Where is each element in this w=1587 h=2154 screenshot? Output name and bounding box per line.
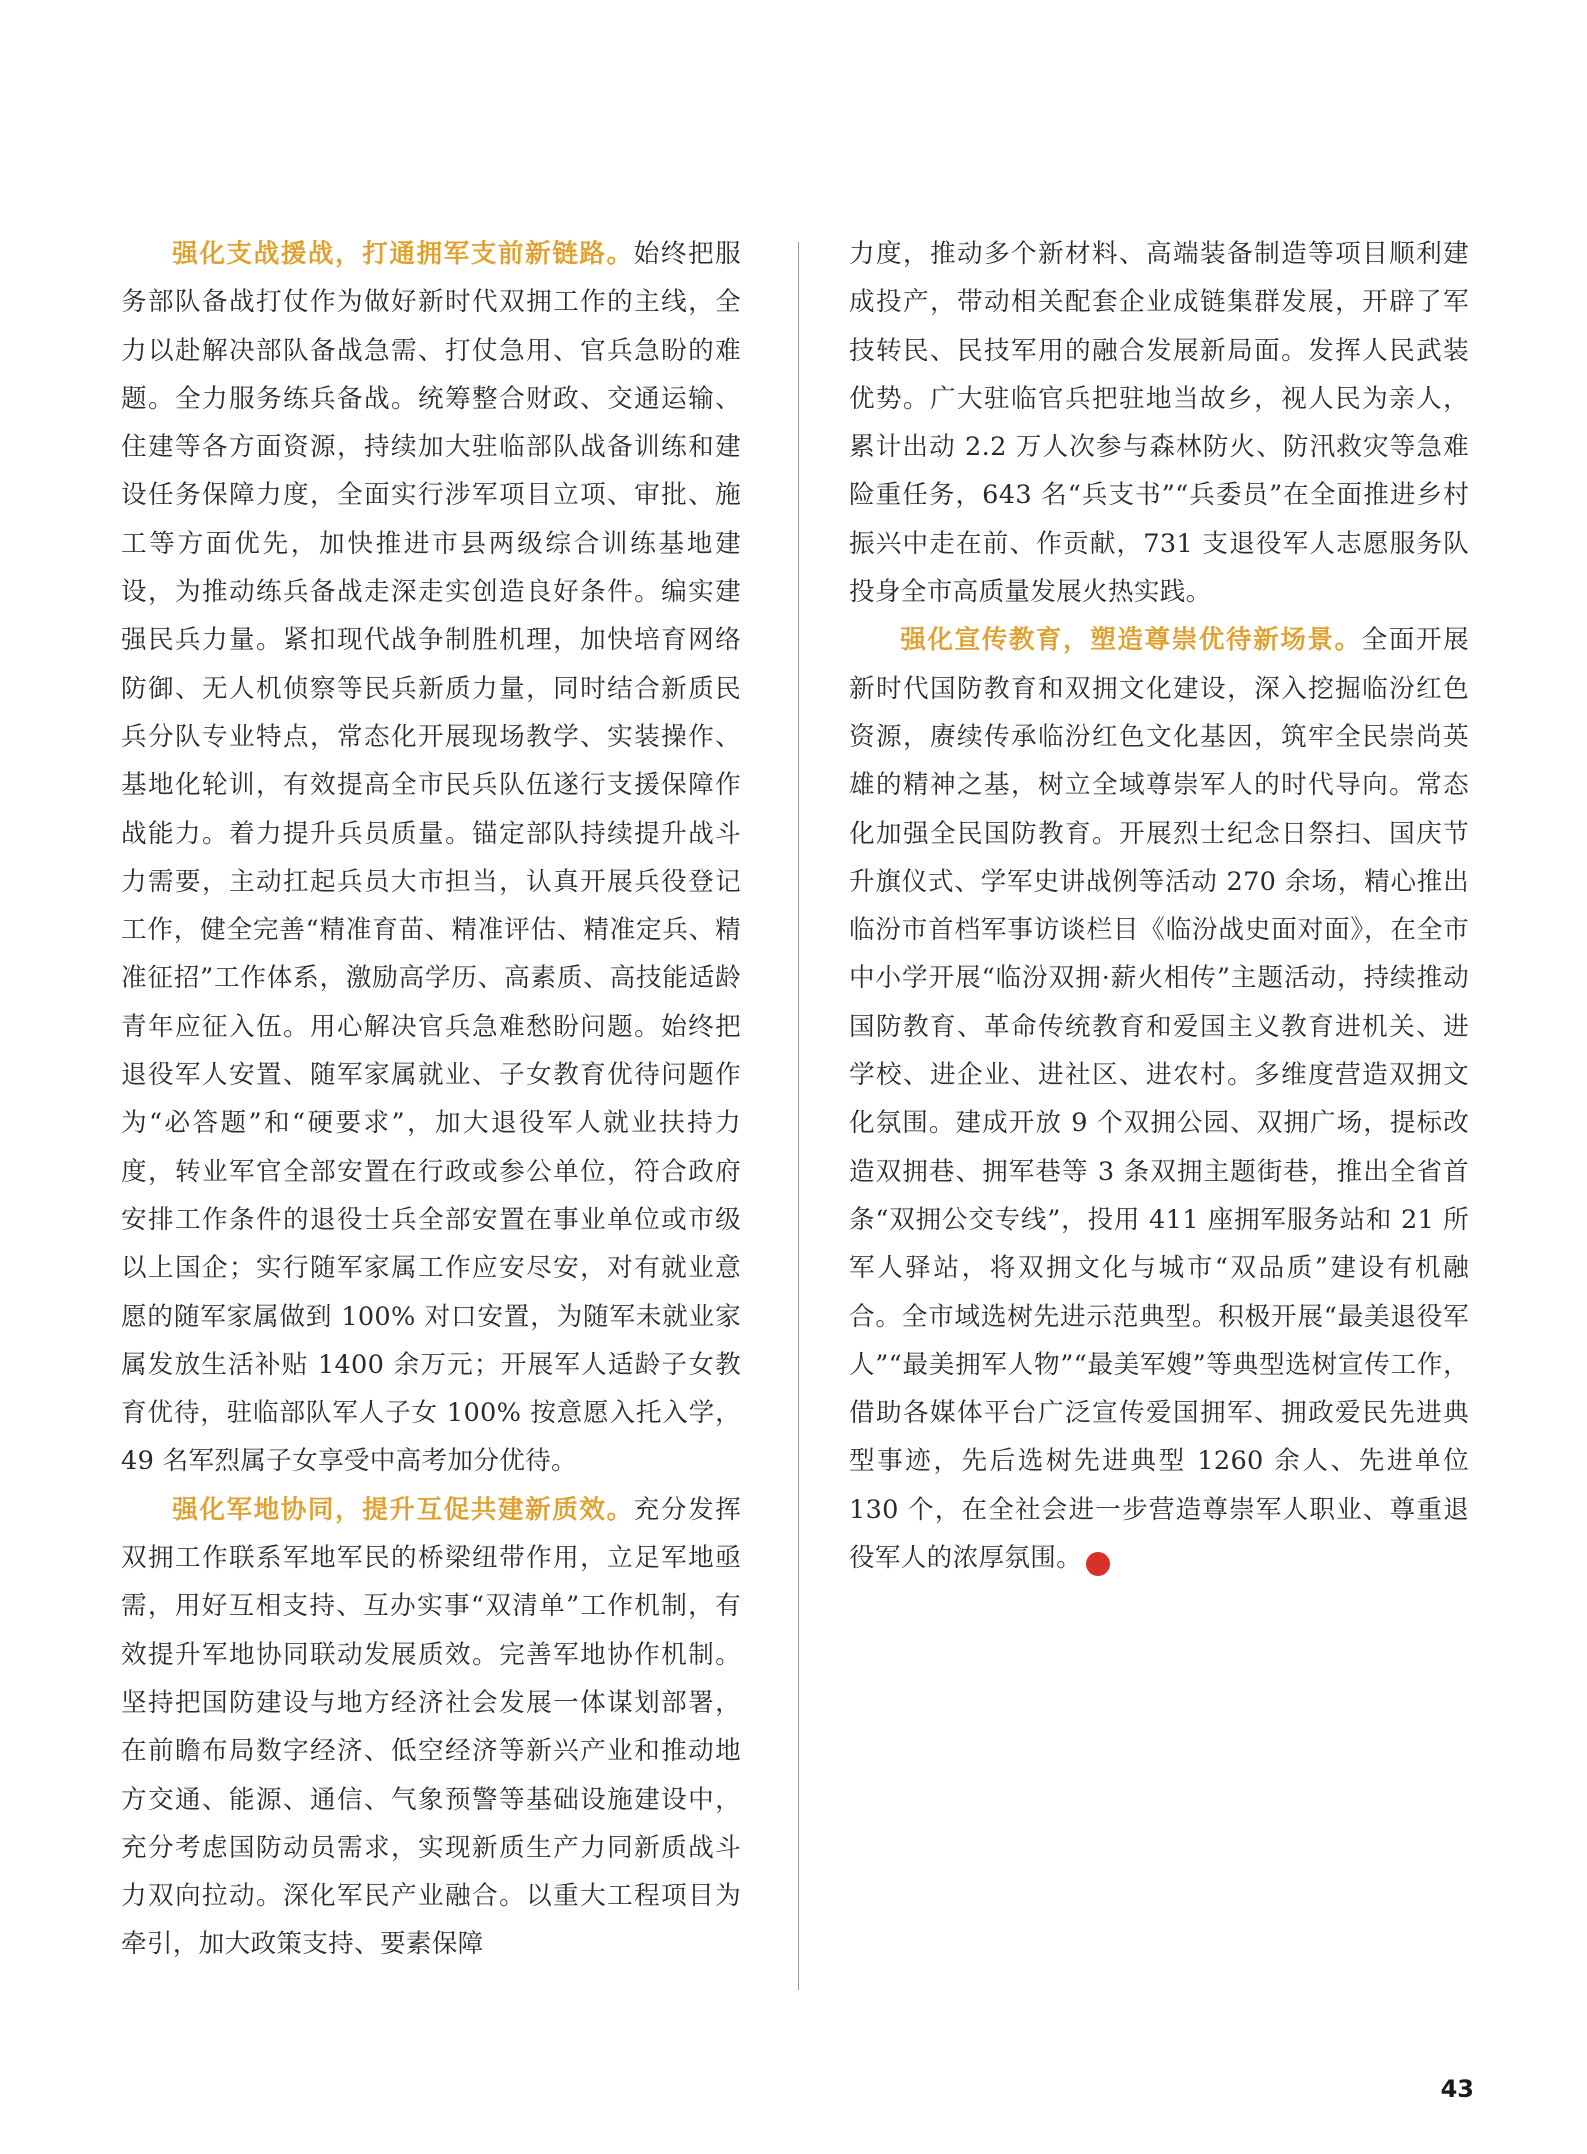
paragraph-support-combat xyxy=(121,230,741,1486)
paragraph-continued xyxy=(849,230,1469,616)
paragraph-military-civil-coordination xyxy=(121,1486,741,1969)
paragraph-body: 始终把服务部队备战打仗作为做好新时代双拥工作的主线，全力以赴解决部队备战急需、打仗急用、官兵急盼的难题。全力服务练兵备战。统筹整合财政、交通运输、住建等各方面资源，持续加大驻临部队战备训练和建设任务保障力度，全面实行涉军项目立项、审批、施工等方面优先，加快推进市县两级综合训练基地建设，为推动练兵备战走深走实创造良好条件。编实建强民兵力量。紧扣现代战争制胜机理，加快培育网络防御、无人机侦察等民兵新质力量，同时结合新质民兵分队专业特点，常态化开展现场教学、实装操作、基地化轮训，有效提高全市民兵队伍遂行支援保障作战能力。着力提升兵员质量。锚定部队持续提升战斗力需要，主动扛起兵员大市担当，认真开展兵役登记工作，健全完善“精准育苗、精准评估、精准定兵、精准征招”工作体系，激励高学历、高素质、高技能适龄青年应征入伍。用心解决官兵急难愁盼问题。始终把退役军人安置、随军家属就业、子女教育优待问题作为“必答题”和“硬要求”，加大退役军人就业扶持力度，转业军官全部安置在行政或参公单位，符合政府安排工作条件的退役士兵全部安置在事业单位或市级以上国企；实行随军家属工作应安尽安，对有就业意愿的随军家属做到 100% 对口安置，为随军未就业家属发放生活补贴 1400 余万元；开展军人适龄子女教育优待，驻临部队军人子女 100% 按意愿入托入学，49 名军烈属子女享受中高考加分优待。 xyxy=(121,239,742,1477)
article-end-icon: N xyxy=(1086,1552,1110,1576)
right-column xyxy=(849,230,1469,1582)
paragraph-lead-heading: 强化军地协同，提升互促共建新质效。 xyxy=(172,1494,634,1525)
paragraph-lead-heading: 强化支战援战，打通拥军支前新链路。 xyxy=(172,239,634,269)
left-column xyxy=(121,230,741,1969)
paragraph-body: 全面开展新时代国防教育和双拥文化建设，深入挖掘临汾红色资源，赓续传承临汾红色文化基因，筑牢全民崇尚英雄的精神之基，树立全域尊崇军人的时代导向。常态化加强全民国防教育。开展烈士纪念日祭扫、国庆节升旗仪式、学军史讲战例等活动 270 余场，精心推出临汾市首档军事访谈栏目《临汾战史面对面》，在全市中小学开展“临汾双拥·薪火相传”主题活动，持续推动国防教育、革命传统教育和爱国主义教育进机关、进学校、进企业、进社区、进农村。多维度营造双拥文化氛围。建成开放 9 个双拥公园、双拥广场，提标改造双拥巷、拥军巷等 3 条双拥主题街巷，推出全省首条“双拥公交专线”，投用 411 座拥军服务站和 21 所军人驿站，将双拥文化与城市“双品质”建设有机融合。全市域选树先进示范典型。积极开展“最美退役军人”“最美拥军人物”“最美军嫂”等典型选树宣传工作，借助各媒体平台广泛宣传爱国拥军、拥政爱民先进典型事迹，先后选树先进典型 1260 余人、先进单位 130 个，在全社会进一步营造尊崇军人职业、尊重退役军人的浓厚氛围。 xyxy=(849,625,1470,1574)
column-divider xyxy=(798,242,799,1990)
paragraph-publicity-education xyxy=(849,616,1469,1582)
paragraph-body: 充分发挥双拥工作联系军地军民的桥梁纽带作用，立足军地亟需，用好互相支持、互办实事“双清单”工作机制，有效提升军地协同联动发展质效。完善军地协作机制。坚持把国防建设与地方经济社会发展一体谋划部署，在前瞻布局数字经济、低空经济等新兴产业和推动地方交通、能源、通信、气象预警等基础设施建设中，充分考虑国防动员需求，实现新质生产力同新质战斗力双向拉动。深化军民产业融合。以重大工程项目为牵引，加大政策支持、要素保障 xyxy=(121,1494,742,1960)
paragraph-body: 力度，推动多个新材料、高端装备制造等项目顺利建成投产，带动相关配套企业成链集群发展，开辟了军技转民、民技军用的融合发展新局面。发挥人民武装优势。广大驻临官兵把驻地当故乡，视人民为亲人，累计出动 2.2 万人次参与森林防火、防汛救灾等急难险重任务，643 名“兵支书”“兵委员”在全面推进乡村振兴中走在前、作贡献，731 支退役军人志愿服务队投身全市高质量发展火热实践。 xyxy=(849,239,1469,608)
page-number: 43 xyxy=(1440,2075,1474,2103)
paragraph-lead-heading: 强化宣传教育，塑造尊崇优待新场景。 xyxy=(900,625,1362,656)
